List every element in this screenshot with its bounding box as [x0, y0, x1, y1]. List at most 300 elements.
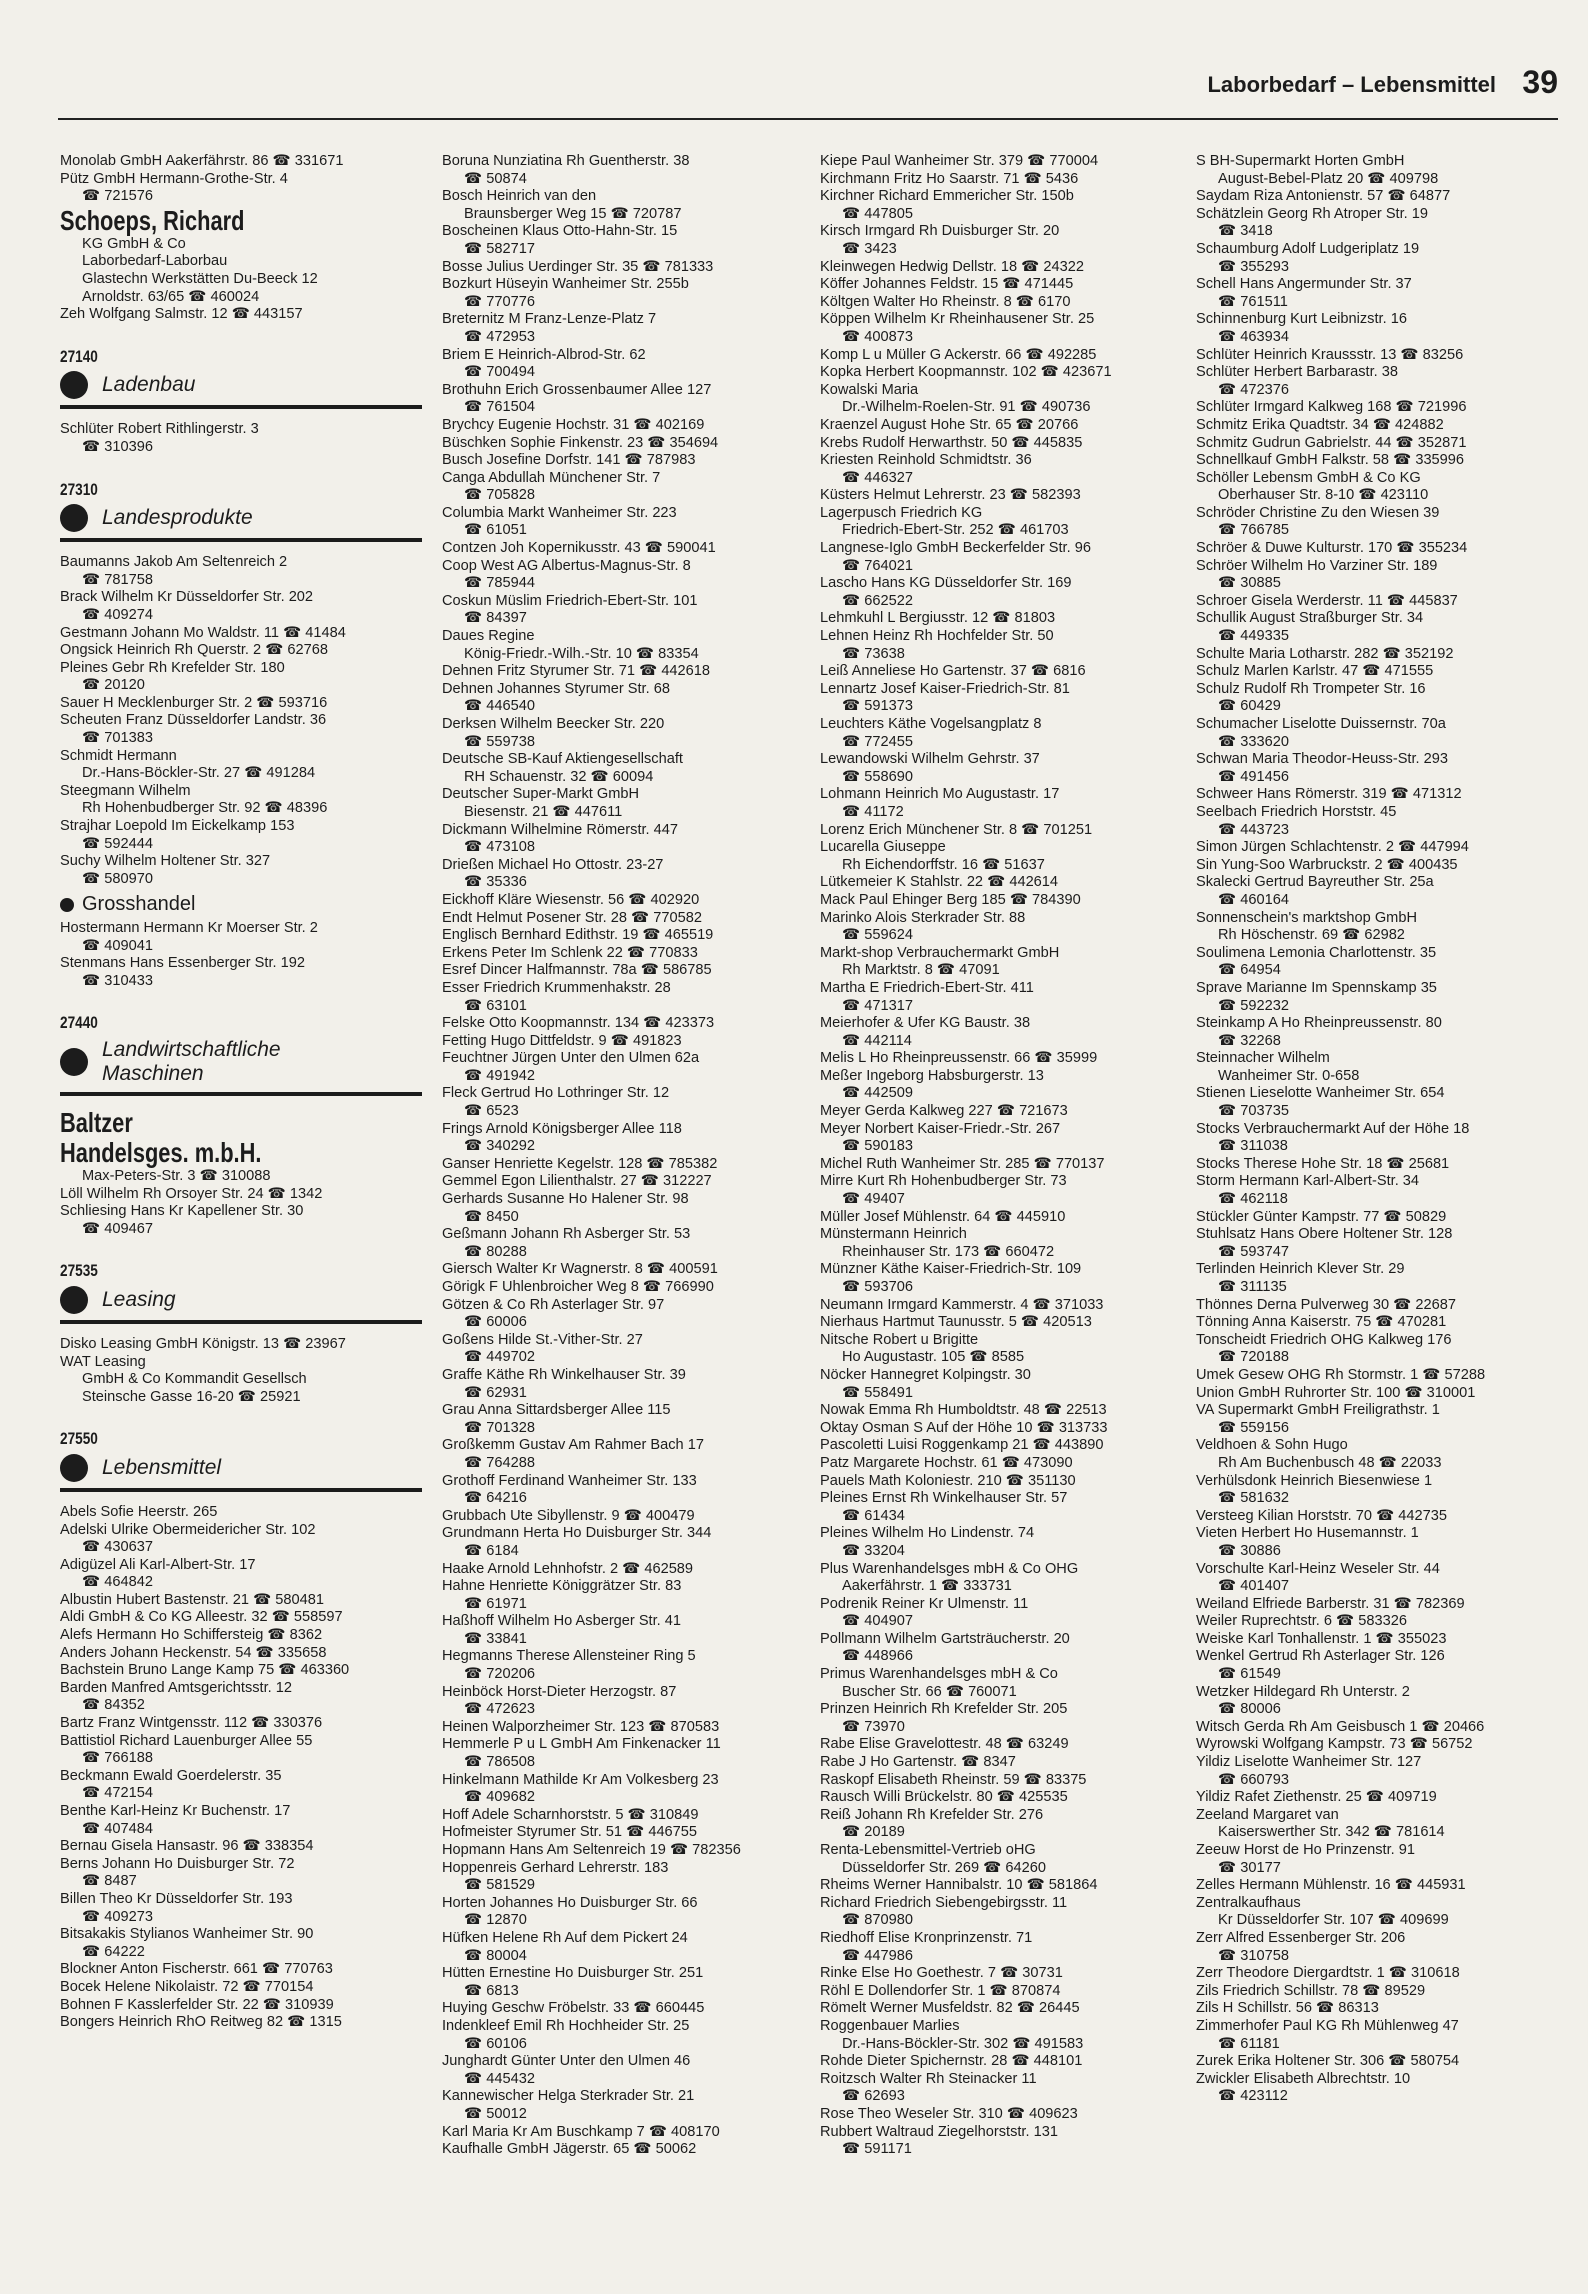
- column-4: [1196, 153, 1566, 2106]
- listing-line: Kannewischer Helga Sterkrader Str. 21: [442, 2088, 695, 2105]
- listing-line: Yildiz Rafet Ziethenstr. 25 ☎ 409719: [1196, 1789, 1437, 1806]
- listing-line: Schröer Wilhelm Ho Varziner Str. 189: [1196, 557, 1438, 574]
- listing-line: Primus Warenhandelsges mbH & Co: [820, 1666, 1058, 1683]
- listing-line: Müller Josef Mühlenstr. 64 ☎ 445910: [820, 1208, 1066, 1225]
- listing-line: Hüfken Helene Rh Auf dem Pickert 24: [442, 1929, 688, 1946]
- listing-line: Geßmann Johann Rh Asberger Str. 53: [442, 1226, 691, 1243]
- listing-line: ☎ 20189: [842, 1824, 905, 1841]
- listing-line: GmbH & Co Kommandit Gesellsch: [82, 1371, 307, 1388]
- listing-line: Pleines Wilhelm Ho Lindenstr. 74: [820, 1525, 1035, 1542]
- listing-line: Lewandowski Wilhelm Gehrstr. 37: [820, 751, 1040, 768]
- listing-line: Schröder Christine Zu den Wiesen 39: [1196, 504, 1440, 521]
- listing-line: Vorschulte Karl-Heinz Weseler Str. 44: [1196, 1560, 1440, 1577]
- listing-line: Baumanns Jakob Am Seltenreich 2: [60, 554, 288, 571]
- listing-line: ☎ 73638: [842, 645, 905, 662]
- listing-line: Zeeuw Horst de Ho Prinzenstr. 91: [1196, 1842, 1416, 1858]
- listing-line: Kirsch Irmgard Rh Duisburger Str. 20: [820, 223, 1060, 240]
- listing-line: Römelt Werner Musfeldstr. 82 ☎ 26445: [820, 2000, 1080, 2017]
- listing-line: Gerhards Susanne Ho Halener Str. 98: [442, 1191, 689, 1208]
- listing-line: Oberhauser Str. 8-10 ☎ 423110: [1218, 487, 1429, 504]
- listing-line: Eickhoff Kläre Wiesenstr. 56 ☎ 402920: [442, 891, 700, 908]
- listing-line: ☎ 472623: [464, 1701, 535, 1718]
- listing-line: Röhl E Dollendorfer Str. 1 ☎ 870874: [820, 1982, 1061, 1999]
- category-code: 27535: [60, 1261, 98, 1281]
- listing-line: Steegmann Wilhelm: [60, 782, 191, 799]
- listing-line: Rinke Else Ho Goethestr. 7 ☎ 30731: [820, 1965, 1063, 1982]
- listing-line: ☎ 401407: [1218, 1578, 1289, 1595]
- listing-line: Fetting Hugo Dittfeldstr. 9 ☎ 491823: [442, 1032, 682, 1049]
- listing-line: ☎ 558491: [842, 1384, 913, 1401]
- listing-line: Görigk F Uhlenbroicher Weg 8 ☎ 766990: [442, 1279, 714, 1295]
- listing-line: Schätzlein Georg Rh Atroper Str. 19: [1196, 205, 1429, 222]
- listing-line: Meierhofer & Ufer KG Baustr. 38: [820, 1015, 1031, 1032]
- listing-line: Kaufhalle GmbH Jägerstr. 65 ☎ 50062: [442, 2141, 697, 2158]
- category-heading: [60, 504, 422, 542]
- listing-line: ☎ 61434: [842, 1507, 905, 1524]
- listing-line: Glastechn Werkstätten Du-Beeck 12: [82, 270, 318, 287]
- listing-line: Esref Dincer Halfmannstr. 78a ☎ 586785: [442, 962, 712, 979]
- listing-line: Schaumburg Adolf Ludgeriplatz 19: [1196, 240, 1420, 257]
- listing-line: ☎ 310396: [82, 438, 153, 455]
- listing-line: ☎ 590183: [842, 1138, 913, 1155]
- listing-line: Terlinden Heinrich Klever Str. 29: [1196, 1261, 1405, 1278]
- listing-line: Meyer Gerda Kalkweg 227 ☎ 721673: [820, 1103, 1068, 1120]
- listing-line: Bosch Heinrich van den: [442, 188, 597, 205]
- listing-line: Pleines Ernst Rh Winkelhauser Str. 57: [820, 1490, 1068, 1507]
- listing-line: ☎ 61051: [464, 522, 527, 539]
- listing-line: Rabe Elise Gravelottestr. 48 ☎ 63249: [820, 1736, 1069, 1753]
- listing-line: ☎ 559624: [842, 927, 913, 944]
- listing-line: Albustin Hubert Bastenstr. 21 ☎ 580481: [60, 1591, 324, 1608]
- listing-line: Saydam Riza Antonienstr. 57 ☎ 64877: [1196, 188, 1451, 205]
- listing-line: Pollmann Wilhelm Gartsträucherstr. 20: [820, 1630, 1070, 1647]
- listing-line: Schlüter Herbert Barbarastr. 38: [1196, 364, 1398, 381]
- listing-line: ☎ 311038: [1218, 1138, 1288, 1155]
- listing-line: Bernau Gisela Hansastr. 96 ☎ 338354: [60, 1838, 314, 1855]
- listing-line: ☎ 449335: [1218, 628, 1289, 645]
- bullet-icon: [60, 1454, 88, 1482]
- listing-line: Ganser Henriette Kegelstr. 128 ☎ 785382: [442, 1155, 718, 1172]
- listing-line: ☎ 404907: [842, 1613, 913, 1630]
- listing-line: Grothoff Ferdinand Wanheimer Str. 133: [442, 1472, 697, 1489]
- listing-line: ☎ 73970: [842, 1718, 905, 1735]
- listing-line: Pauels Math Koloniestr. 210 ☎ 351130: [820, 1472, 1076, 1489]
- listing-line: Giersch Walter Kr Wagnerstr. 8 ☎ 400591: [442, 1261, 718, 1278]
- listing-line: Anders Johann Heckenstr. 54 ☎ 335658: [60, 1644, 327, 1661]
- listing-line: Sin Yung-Soo Warbruckstr. 2 ☎ 400435: [1196, 856, 1458, 873]
- listing-line: Stuhlsatz Hans Obere Holtener Str. 128: [1196, 1226, 1453, 1243]
- listing-line: Yildiz Liselotte Wanheimer Str. 127: [1196, 1754, 1422, 1771]
- listing-line: Verhülsdonk Heinrich Biesenwiese 1: [1196, 1472, 1433, 1489]
- listing-line: KG GmbH & Co: [82, 235, 186, 252]
- advert-company-name: Handelsges. m.b.H.: [60, 1136, 262, 1168]
- listing-line: Rh Marktstr. 8 ☎ 47091: [842, 962, 1000, 979]
- listing-line: ☎ 463934: [1218, 328, 1289, 345]
- listing-line: Rheims Werner Hannibalstr. 10 ☎ 581864: [820, 1877, 1098, 1894]
- listing-line: ☎ 581529: [464, 1877, 535, 1894]
- listing-line: ☎ 761511: [1218, 293, 1288, 310]
- listing-line: ☎ 591171: [842, 2141, 912, 2158]
- listing-line: Dr.-Hans-Böckler-Str. 302 ☎ 491583: [842, 2035, 1084, 2052]
- listing-line: ☎ 460164: [1218, 891, 1289, 908]
- listing-line: Umek Gesew OHG Rh Stormstr. 1 ☎ 57288: [1196, 1366, 1486, 1383]
- listing-line: ☎ 30885: [1218, 575, 1281, 592]
- listing-line: ☎ 8450: [464, 1208, 519, 1225]
- listing-line: Schmitz Erika Quadtstr. 34 ☎ 424882: [1196, 416, 1444, 433]
- listing-line: Kowalski Maria: [820, 381, 919, 398]
- listing-line: Martha E Friedrich-Ebert-Str. 411: [820, 979, 1034, 996]
- listing-line: Beckmann Ewald Goerdelerstr. 35: [60, 1767, 282, 1784]
- listing-line: ☎ 430637: [82, 1539, 153, 1556]
- listing-line: ☎ 60006: [464, 1314, 527, 1331]
- listing-line: Rabe J Ho Gartenstr. ☎ 8347: [820, 1754, 1016, 1771]
- listing-line: ☎ 442114: [842, 1032, 912, 1049]
- listing-line: Köppen Wilhelm Kr Rheinhausener Str. 25: [820, 311, 1095, 328]
- listing-line: Grundmann Herta Ho Duisburger Str. 344: [442, 1525, 712, 1542]
- listing-line: Schell Hans Angermunder Str. 37: [1196, 276, 1412, 293]
- listing-line: ☎ 703735: [1218, 1103, 1289, 1120]
- subcategory-heading: [60, 893, 422, 916]
- listing-line: Biesenstr. 21 ☎ 447611: [464, 803, 623, 820]
- listing-line: Lagerpusch Friedrich KG: [820, 504, 983, 521]
- listing-line: WAT Leasing: [60, 1353, 146, 1370]
- listing-line: Sonnenschein's marktshop GmbH: [1196, 909, 1417, 926]
- listing-line: Schröer & Duwe Kulturstr. 170 ☎ 355234: [1196, 540, 1468, 557]
- listing-line: ☎ 80288: [464, 1243, 527, 1260]
- listing-line: Rubbert Waltraud Ziegelhorststr. 131: [820, 2123, 1058, 2140]
- listing-line: Renta-Lebensmittel-Vertrieb oHG: [820, 1842, 1036, 1858]
- listing-line: Löll Wilhelm Rh Orsoyer Str. 24 ☎ 1342: [60, 1185, 323, 1202]
- listing-line: ☎ 764021: [842, 557, 913, 574]
- listing-line: Berns Johann Ho Duisburger Str. 72: [60, 1855, 295, 1872]
- listing-line: Brack Wilhelm Kr Düsseldorfer Str. 202: [60, 589, 314, 606]
- listing-line: ☎ 593747: [1218, 1243, 1289, 1260]
- listing-line: Busch Josefine Dorfstr. 141 ☎ 787983: [442, 452, 696, 469]
- listing-line: Komp L u Müller G Ackerstr. 66 ☎ 492285: [820, 346, 1097, 363]
- listing-line: ☎ 491942: [464, 1067, 535, 1084]
- listing-line: Kraenzel August Hohe Str. 65 ☎ 20766: [820, 416, 1079, 433]
- listing-line: Krebs Rudolf Herwarthstr. 50 ☎ 445835: [820, 434, 1083, 451]
- listing-line: ☎ 409682: [464, 1789, 535, 1806]
- listing-line: Zimmerhofer Paul KG Rh Mühlenweg 47: [1196, 2017, 1459, 2034]
- listing-line: Benthe Karl-Heinz Kr Buchenstr. 17: [60, 1803, 291, 1819]
- listing-line: Weiler Ruprechtstr. 6 ☎ 583326: [1196, 1613, 1407, 1630]
- listing-line: Junghardt Günter Unter den Ulmen 46: [442, 2053, 691, 2070]
- listing-line: Karl Maria Kr Am Buschkamp 7 ☎ 408170: [442, 2123, 720, 2140]
- bullet-icon: [60, 371, 88, 399]
- listing-line: Schroer Gisela Werderstr. 11 ☎ 445837: [1196, 592, 1458, 609]
- advert-company-name: Schoeps, Richard: [60, 204, 245, 236]
- header-title: Laborbedarf – Lebensmittel: [1207, 72, 1496, 97]
- listing-line: Braunsberger Weg 15 ☎ 720787: [464, 205, 682, 222]
- listing-line: ☎ 61971: [464, 1595, 527, 1612]
- category-rule: [60, 538, 422, 542]
- listing-line: Simon Jürgen Schlachtenstr. 2 ☎ 447994: [1196, 839, 1469, 856]
- listing-line: Zelles Hermann Mühlenstr. 16 ☎ 445931: [1196, 1877, 1466, 1894]
- listing-line: Boruna Nunziatina Rh Guentherstr. 38: [442, 153, 690, 169]
- listing-line: ☎ 662522: [842, 592, 913, 609]
- listing-line: Breternitz M Franz-Lenze-Platz 7: [442, 311, 657, 328]
- listing-line: Düsseldorfer Str. 269 ☎ 64260: [842, 1859, 1046, 1876]
- listing-line: ☎ 581632: [1218, 1490, 1289, 1507]
- listing-line: ☎ 766188: [82, 1750, 153, 1767]
- listing-line: ☎ 785944: [464, 575, 535, 592]
- listing-line: ☎ 781758: [82, 571, 153, 588]
- listing-line: Deutscher Super-Markt GmbH: [442, 786, 640, 803]
- listing-line: ☎ 409274: [82, 606, 153, 623]
- listing-line: S BH-Supermarkt Horten GmbH: [1196, 153, 1405, 169]
- listing-line: Podrenik Reiner Kr Ulmenstr. 11: [820, 1595, 1029, 1612]
- listing-line: Storm Hermann Karl-Albert-Str. 34: [1196, 1173, 1420, 1190]
- listing-line: Buscher Str. 66 ☎ 760071: [842, 1683, 1017, 1700]
- listing-line: ☎ 407484: [82, 1820, 153, 1837]
- listing-line: Steinsche Gasse 16-20 ☎ 25921: [82, 1388, 301, 1405]
- listing-line: Stenmans Hans Essenberger Str. 192: [60, 955, 305, 972]
- column-2: [442, 153, 806, 2159]
- listing-line: Heinböck Horst-Dieter Herzogstr. 87: [442, 1683, 677, 1700]
- listing-line: Columbia Markt Wanheimer Str. 223: [442, 504, 677, 521]
- listing-line: Stocks Therese Hohe Str. 18 ☎ 25681: [1196, 1155, 1450, 1172]
- listing-line: Hinkelmann Mathilde Kr Am Volkesberg 23: [442, 1771, 719, 1788]
- listing-line: Suchy Wilhelm Holtener Str. 327: [60, 853, 271, 870]
- category-rule: [60, 1320, 422, 1324]
- listing-line: Lütkemeier K Stahlstr. 22 ☎ 442614: [820, 874, 1059, 891]
- listing-line: ☎ 442509: [842, 1085, 913, 1102]
- listing-line: Schmidt Hermann: [60, 747, 177, 764]
- listing-line: Steinnacher Wilhelm: [1196, 1050, 1330, 1067]
- listing-line: Patz Margarete Hochstr. 61 ☎ 473090: [820, 1454, 1073, 1471]
- listing-line: Reiß Johann Rh Krefelder Str. 276: [820, 1806, 1044, 1823]
- listing-line: ☎ 870980: [842, 1912, 913, 1929]
- listing-line: Max-Peters-Str. 3 ☎ 310088: [82, 1167, 271, 1184]
- listing-line: Leuchters Käthe Vogelsangplatz 8: [820, 716, 1042, 732]
- listing-line: Scheuten Franz Düsseldorfer Landstr. 36: [60, 712, 327, 729]
- listing-line: Langnese-Iglo GmbH Beckerfelder Str. 96: [820, 540, 1091, 557]
- listing-line: ☎ 472154: [82, 1785, 153, 1802]
- listing-line: Schöller Lebensm GmbH & Co KG: [1196, 469, 1421, 486]
- listing-line: Zerr Theodore Diergardtstr. 1 ☎ 310618: [1196, 1965, 1460, 1982]
- listing-line: Kopka Herbert Koopmannstr. 102 ☎ 423671: [820, 364, 1112, 381]
- listing-line: Thönnes Derna Pulverweg 30 ☎ 22687: [1196, 1296, 1456, 1313]
- listing-line: Nitsche Robert u Brigitte: [820, 1331, 979, 1348]
- listing-line: ☎ 471317: [842, 997, 913, 1014]
- listing-line: Ongsick Heinrich Rh Querstr. 2 ☎ 62768: [60, 642, 329, 659]
- listing-line: Friedrich-Ebert-Str. 252 ☎ 461703: [842, 522, 1069, 539]
- listing-line: ☎ 472376: [1218, 381, 1289, 398]
- listing-line: Rh Hohenbudberger Str. 92 ☎ 48396: [82, 800, 328, 817]
- listing-line: ☎ 591373: [842, 698, 913, 715]
- listing-line: Neumann Irmgard Kammerstr. 4 ☎ 371033: [820, 1296, 1104, 1313]
- listing-line: Hofmeister Styrumer Str. 51 ☎ 446755: [442, 1824, 698, 1841]
- listing-line: Hegmanns Therese Allensteiner Ring 5: [442, 1648, 696, 1665]
- listing-line: Rh Am Buchenbusch 48 ☎ 22033: [1218, 1454, 1442, 1471]
- listing-line: Seelbach Friedrich Horststr. 45: [1196, 803, 1397, 820]
- listing-line: Adigüzel Ali Karl-Albert-Str. 17: [60, 1556, 256, 1573]
- listing-line: Dickmann Wilhelmine Römerstr. 447: [442, 821, 679, 838]
- listing-line: Kr Düsseldorfer Str. 107 ☎ 409699: [1218, 1912, 1449, 1929]
- listing-line: Soulimena Lemonia Charlottenstr. 35: [1196, 944, 1437, 961]
- listing-line: Zentralkaufhaus: [1196, 1894, 1301, 1911]
- listing-line: ☎ 400873: [842, 328, 913, 345]
- listing-line: Prinzen Heinrich Rh Krefelder Str. 205: [820, 1701, 1068, 1718]
- listing-line: Schliesing Hans Kr Kapellener Str. 30: [60, 1203, 304, 1220]
- column-1: [60, 153, 422, 2032]
- listing-line: ☎ 310758: [1218, 1947, 1289, 1964]
- listing-line: ☎ 720188: [1218, 1349, 1289, 1366]
- listing-line: ☎ 3423: [842, 240, 897, 257]
- listing-line: Canga Abdullah Münchener Str. 7: [442, 469, 661, 486]
- listing-line: Riedhoff Elise Kronprinzenstr. 71: [820, 1929, 1033, 1946]
- listing-line: Zerr Alfred Essenberger Str. 206: [1196, 1929, 1406, 1946]
- listing-line: Zeeland Margaret van: [1196, 1806, 1339, 1823]
- category-rule: [60, 405, 422, 409]
- listing-line: Schumacher Liselotte Duissernstr. 70a: [1196, 716, 1446, 732]
- listing-line: Nöcker Hannegret Kolpingstr. 30: [820, 1366, 1031, 1383]
- listing-line: Dr.-Hans-Böckler-Str. 27 ☎ 491284: [82, 765, 316, 782]
- listing-line: ☎ 30177: [1218, 1859, 1281, 1876]
- listing-line: Dehnen Fritz Styrumer Str. 71 ☎ 442618: [442, 663, 711, 680]
- category-heading: [60, 371, 422, 409]
- category-heading: [60, 1454, 422, 1492]
- listing-line: Münstermann Heinrich: [820, 1226, 967, 1243]
- listing-line: Roitzsch Walter Rh Steinacker 11: [820, 2070, 1037, 2087]
- listing-line: ☎ 559156: [1218, 1419, 1289, 1436]
- listing-line: ☎ 80006: [1218, 1701, 1281, 1718]
- listing-line: ☎ 333620: [1218, 733, 1289, 750]
- listing-line: Zils H Schillstr. 56 ☎ 86313: [1196, 2000, 1379, 2017]
- listing-line: Billen Theo Kr Düsseldorfer Str. 193: [60, 1890, 293, 1907]
- listing-line: Zurek Erika Holtener Str. 306 ☎ 580754: [1196, 2053, 1460, 2070]
- column-3: [820, 153, 1184, 2159]
- listing-line: ☎ 64222: [82, 1943, 145, 1960]
- category-code: 27440: [60, 1013, 98, 1033]
- listing-line: Schlüter Irmgard Kalkweg 168 ☎ 721996: [1196, 399, 1467, 416]
- listing-line: Endt Helmut Posener Str. 28 ☎ 770582: [442, 909, 702, 926]
- listing-line: Erkens Peter Im Schlenk 22 ☎ 770833: [442, 944, 698, 961]
- listing-line: ☎ 6813: [464, 1982, 519, 1999]
- listing-line: Schlüter Robert Rithlingerstr. 3: [60, 421, 259, 438]
- listing-line: Schlüter Heinrich Kraussstr. 13 ☎ 83256: [1196, 346, 1464, 363]
- listing-line: ☎ 580970: [82, 870, 153, 887]
- listing-line: Lascho Hans KG Düsseldorfer Str. 169: [820, 575, 1072, 592]
- listing-line: Lucarella Giuseppe: [820, 839, 946, 856]
- listing-line: Brychcy Eugenie Hochstr. 31 ☎ 402169: [442, 416, 705, 433]
- listing-line: Kriesten Reinhold Schmidtstr. 36: [820, 452, 1032, 469]
- listing-line: Sauer H Mecklenburger Str. 2 ☎ 593716: [60, 694, 328, 711]
- bullet-icon: [60, 898, 74, 912]
- listing-line: ☎ 491456: [1218, 768, 1289, 785]
- listing-line: Kirchmann Fritz Ho Saarstr. 71 ☎ 5436: [820, 170, 1079, 187]
- listing-line: Briem E Heinrich-Albrod-Str. 62: [442, 346, 646, 363]
- bullet-icon: [60, 1048, 88, 1076]
- listing-line: Großkemm Gustav Am Rahmer Bach 17: [442, 1437, 704, 1454]
- listing-line: ☎ 443723: [1218, 821, 1289, 838]
- listing-line: Bohnen F Kasslerfelder Str. 22 ☎ 310939: [60, 1996, 334, 2013]
- listing-line: ☎ 49407: [842, 1191, 905, 1208]
- listing-line: ☎ 60106: [464, 2035, 527, 2052]
- listing-line: Wenkel Gertrud Rh Asterlager Str. 126: [1196, 1648, 1445, 1665]
- listing-line: ☎ 447986: [842, 1947, 913, 1964]
- listing-line: Schinnenburg Kurt Leibnizstr. 16: [1196, 311, 1407, 328]
- category-title: Leasing: [102, 1287, 176, 1311]
- listing-line: Hoff Adele Scharnhorststr. 5 ☎ 310849: [442, 1806, 699, 1823]
- listing-line: Nierhaus Hartmut Taunusstr. 5 ☎ 420513: [820, 1314, 1092, 1331]
- listing-line: Adelski Ulrike Obermeidericher Str. 102: [60, 1521, 316, 1538]
- listing-line: ☎ 409041: [82, 937, 153, 954]
- listing-line: ☎ 786508: [464, 1754, 535, 1771]
- listing-line: Graffe Käthe Rh Winkelhauser Str. 39: [442, 1366, 686, 1383]
- listing-line: ☎ 6523: [464, 1103, 519, 1120]
- listing-line: ☎ 473108: [464, 839, 535, 856]
- listing-line: ☎ 423112: [1218, 2088, 1288, 2105]
- listing-line: ☎ 448966: [842, 1648, 913, 1665]
- listing-line: ☎ 705828: [464, 487, 535, 504]
- listing-line: Haßhoff Wilhelm Ho Asberger Str. 41: [442, 1613, 682, 1630]
- listing-line: August-Bebel-Platz 20 ☎ 409798: [1218, 170, 1439, 187]
- listing-line: Englisch Bernhard Edithstr. 19 ☎ 465519: [442, 927, 714, 944]
- listing-line: ☎ 60429: [1218, 698, 1281, 715]
- category-title: Ladenbau: [102, 373, 196, 397]
- listing-line: Költgen Walter Ho Rheinstr. 8 ☎ 6170: [820, 293, 1071, 310]
- listing-line: ☎ 446540: [464, 698, 535, 715]
- listing-line: Hopmann Hans Am Seltenreich 19 ☎ 782356: [442, 1842, 741, 1858]
- listing-line: Strajhar Loepold Im Eickelkamp 153: [60, 818, 295, 835]
- listing-line: Lehmkuhl L Bergiusstr. 12 ☎ 81803: [820, 610, 1056, 627]
- listing-line: ☎ 446327: [842, 469, 913, 486]
- listing-line: ☎ 3418: [1218, 223, 1273, 240]
- category-heading: [60, 1038, 422, 1096]
- listing-line: Wetzker Hildegard Rh Unterstr. 2: [1196, 1683, 1410, 1700]
- listing-line: Lehnen Heinz Rh Hochfelder Str. 50: [820, 628, 1054, 645]
- listing-line: Richard Friedrich Siebengebirgsstr. 11: [820, 1894, 1068, 1911]
- listing-line: ☎ 62931: [464, 1384, 527, 1401]
- listing-line: Hütten Ernestine Ho Duisburger Str. 251: [442, 1965, 704, 1982]
- listing-line: Schweer Hans Römerstr. 319 ☎ 471312: [1196, 786, 1462, 803]
- listing-line: ☎ 64216: [464, 1490, 527, 1507]
- listing-line: ☎ 33841: [464, 1630, 527, 1647]
- listing-line: ☎ 559738: [464, 733, 535, 750]
- category-title: Landwirtschaftliche: [102, 1037, 281, 1061]
- listing-line: ☎ 445432: [464, 2070, 535, 2087]
- listing-line: Meßer Ingeborg Habsburgerstr. 13: [820, 1067, 1044, 1084]
- listing-line: ☎ 701328: [464, 1419, 535, 1436]
- listing-line: ☎ 721576: [82, 188, 153, 205]
- listing-line: Grau Anna Sittardsberger Allee 115: [442, 1402, 671, 1419]
- listing-line: Mack Paul Ehinger Berg 185 ☎ 784390: [820, 891, 1081, 908]
- listing-line: Münzner Käthe Kaiser-Friedrich-Str. 109: [820, 1261, 1082, 1278]
- listing-line: Horten Johannes Ho Duisburger Str. 66: [442, 1894, 698, 1911]
- listing-line: ☎ 84352: [82, 1697, 145, 1714]
- listing-line: Stocks Verbrauchermarkt Auf der Höhe 18: [1196, 1120, 1470, 1137]
- listing-line: Esser Friedrich Krummenhakstr. 28: [442, 979, 671, 996]
- listing-line: Deutsche SB-Kauf Aktiengesellschaft: [442, 751, 683, 768]
- listing-line: Mirre Kurt Rh Hohenbudberger Str. 73: [820, 1173, 1067, 1190]
- listing-line: Weiske Karl Tonhallenstr. 1 ☎ 355023: [1196, 1630, 1447, 1647]
- listing-line: ☎ 8487: [82, 1873, 137, 1890]
- listing-line: ☎ 62693: [842, 2088, 905, 2105]
- listing-line: Pascoletti Luisi Roggenkamp 21 ☎ 443890: [820, 1437, 1104, 1454]
- listing-line: ☎ 12870: [464, 1912, 527, 1929]
- listing-line: Barden Manfred Amtsgerichtsstr. 12: [60, 1679, 292, 1696]
- listing-line: ☎ 409467: [82, 1220, 153, 1237]
- listing-line: Marinko Alois Sterkrader Str. 88: [820, 909, 1026, 926]
- listing-line: ☎ 30886: [1218, 1542, 1281, 1559]
- listing-line: Kiepe Paul Wanheimer Str. 379 ☎ 770004: [820, 153, 1099, 169]
- listing-line: Feuchtner Jürgen Unter den Ulmen 62a: [442, 1050, 700, 1067]
- listing-line: Rh Höschenstr. 69 ☎ 62982: [1218, 927, 1405, 944]
- page-number: 39: [1522, 64, 1558, 100]
- listing-line: Plus Warenhandelsges mbH & Co OHG: [820, 1560, 1079, 1577]
